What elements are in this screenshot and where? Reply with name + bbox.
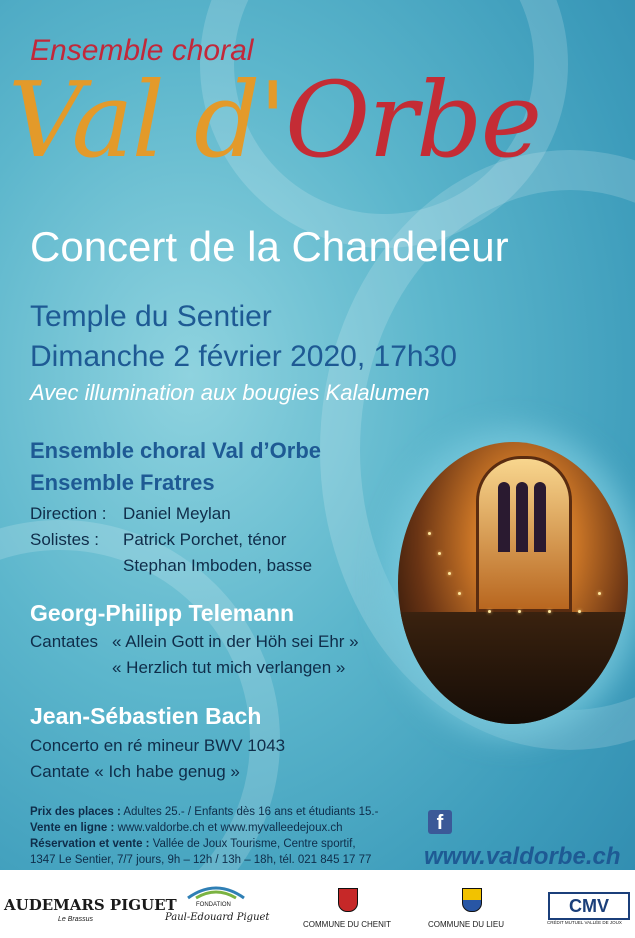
online-value[interactable]: www.valdorbe.ch et www.myvalleedejoux.ch	[117, 822, 343, 834]
group-1: Ensemble choral Val d’Orbe	[30, 438, 321, 463]
online-label: Vente en ligne :	[30, 822, 115, 834]
candle-light	[438, 552, 441, 555]
soloist-1: Patrick Porchet, ténor	[123, 530, 287, 549]
sponsor-commune-chenit: COMMUNE DU CHENIT	[303, 920, 391, 929]
candle-light	[598, 592, 601, 595]
chenit-crest-icon	[338, 888, 358, 912]
composer-1: Georg-Philipp Telemann	[30, 600, 295, 626]
brand-title-part1: Val d'	[8, 59, 286, 181]
candle-light	[578, 610, 581, 613]
prices-line	[30, 806, 378, 818]
website-link[interactable]: www.valdorbe.ch	[424, 843, 621, 870]
work-1: « Allein Gott in der Höh sei Ehr »	[112, 632, 359, 651]
illumination-note: Avec illumination aux bougies Kalalumen	[30, 380, 430, 405]
booking-label: Réservation et vente :	[30, 838, 150, 850]
sponsor-cmv-sub: CRÉDIT MUTUEL VALLÉE DE JOUX	[547, 920, 622, 925]
candle-light	[518, 610, 521, 613]
sponsor-bar	[0, 870, 635, 938]
facebook-icon[interactable]: f	[428, 810, 452, 834]
event-date: Dimanche 2 février 2020, 17h30	[30, 340, 457, 373]
church-window	[498, 482, 510, 552]
brand-title	[8, 59, 541, 181]
venue: Temple du Sentier	[30, 300, 272, 333]
candle-light	[548, 610, 551, 613]
work-4: Cantate « Ich habe genug »	[30, 762, 240, 781]
sponsor-audemars-piguet: AUDEMARS PIGUET	[4, 896, 177, 914]
ensemble-label: Ensemble choral	[30, 34, 254, 67]
online-line	[30, 822, 343, 834]
sponsor-commune-lieu: COMMUNE DU LIEU	[428, 920, 505, 929]
group-2: Ensemble Fratres	[30, 470, 215, 495]
candle-light	[488, 610, 491, 613]
church-window	[534, 482, 546, 552]
candle-light	[448, 572, 451, 575]
lieu-crest-icon	[462, 888, 482, 912]
cantatas-label: Cantates	[30, 632, 99, 651]
fondation-logo-icon	[186, 882, 246, 900]
work-2: « Herzlich tut mich verlangen »	[112, 658, 346, 677]
booking-line-2: 1347 Le Sentier, 7/7 jours, 9h – 12h / 13h – 18h, tél. 021 845 17 77	[30, 854, 372, 866]
work-3: Concerto en ré mineur BWV 1043	[30, 736, 286, 755]
direction-label: Direction :	[30, 504, 107, 523]
composer-2: Jean-Sébastien Bach	[30, 703, 262, 729]
soloist-2: Stephan Imboden, basse	[123, 556, 313, 575]
sponsor-audemars-piguet-sub: Le Brassus	[58, 916, 94, 923]
sponsor-fondation-label: FONDATION	[196, 902, 231, 908]
booking-value: Vallée de Joux Tourisme, Centre sportif,	[152, 838, 356, 850]
prices-label: Prix des places :	[30, 806, 121, 818]
brand-title-part2: Orbe	[285, 59, 541, 181]
sponsor-fondation-name: Paul-Edouard Piguet	[165, 912, 270, 923]
prices-value: Adultes 25.- / Enfants dès 16 ans et étudiants 15.-	[123, 806, 379, 818]
sponsor-cmv: CMV	[548, 892, 630, 920]
candle-light	[458, 592, 461, 595]
concert-title: Concert de la Chandeleur	[30, 223, 509, 270]
soloists-label: Solistes :	[30, 530, 99, 549]
booking-line	[30, 838, 356, 850]
church-window	[516, 482, 528, 552]
direction-name: Daniel Meylan	[123, 504, 231, 523]
church-audience	[398, 612, 628, 724]
church-photo	[398, 442, 628, 724]
candle-light	[428, 532, 431, 535]
